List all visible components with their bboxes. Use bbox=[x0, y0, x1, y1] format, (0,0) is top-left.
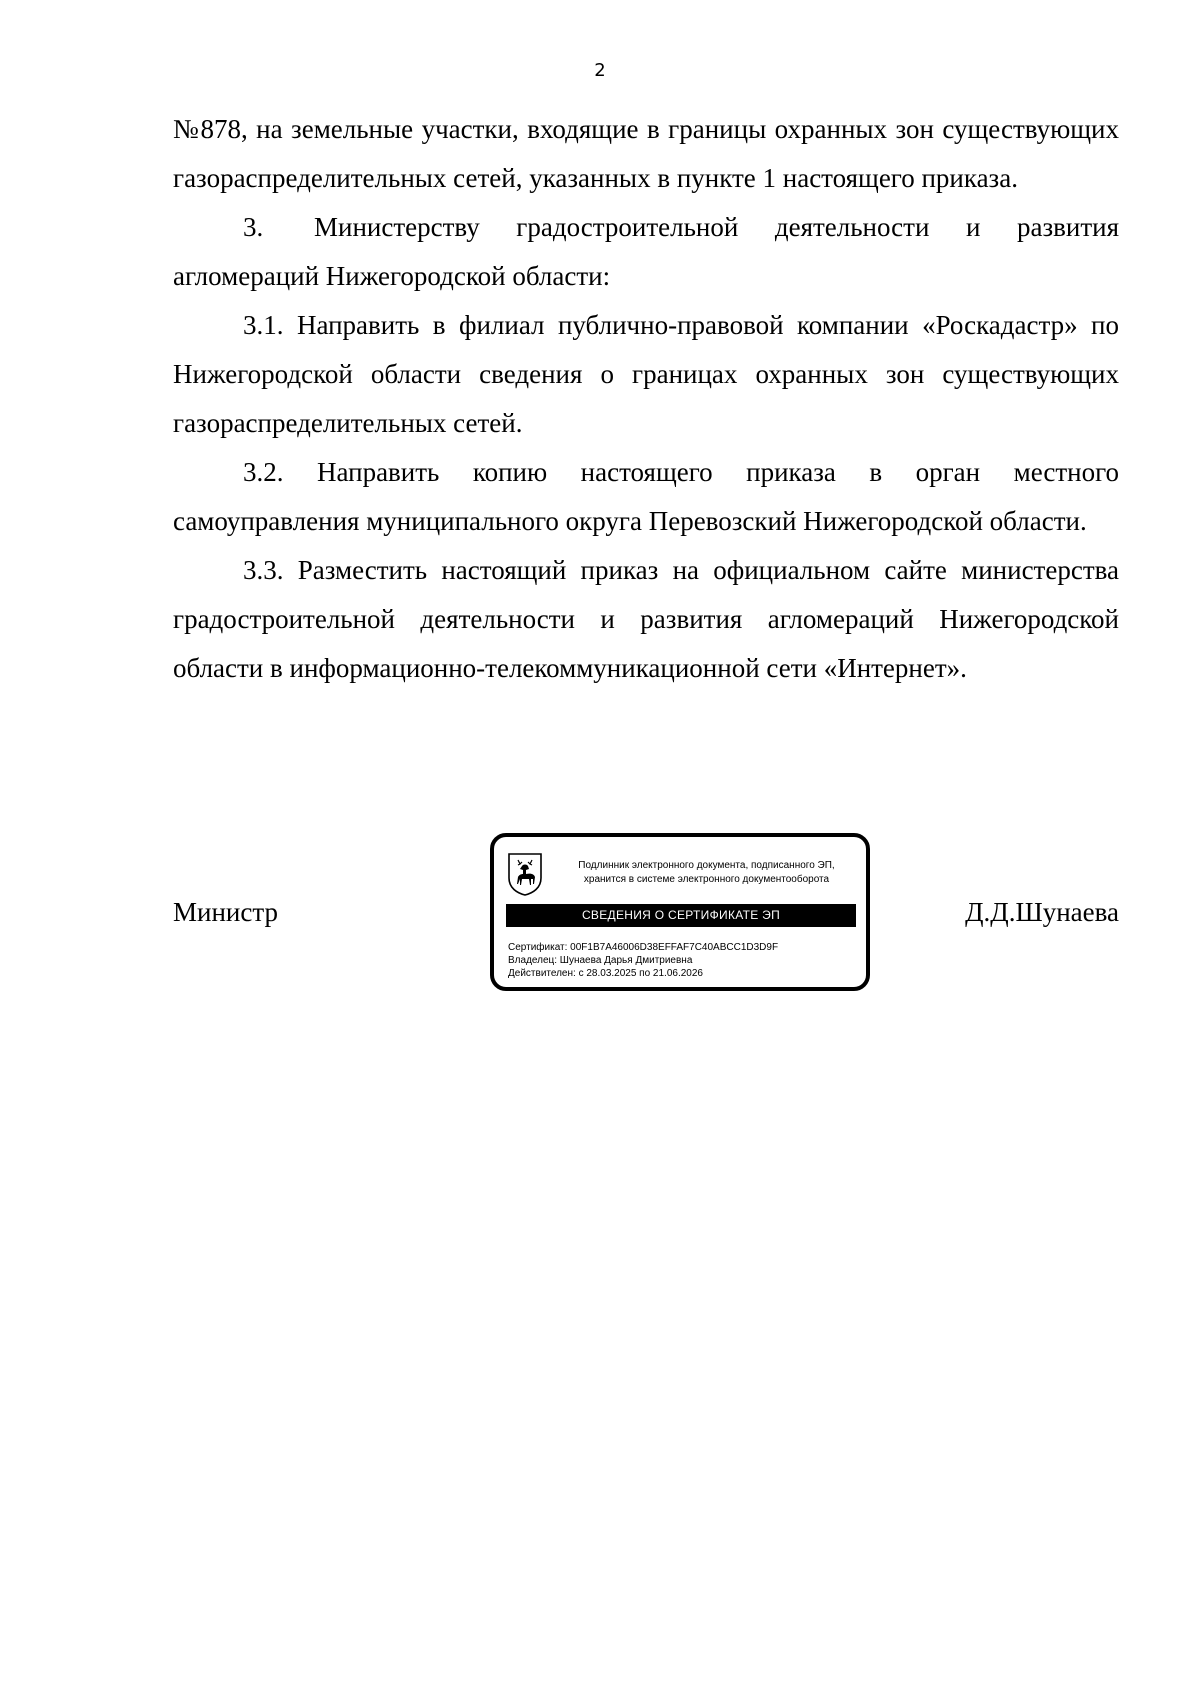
paragraph-continuation: №878, на земельные участки, входящие в границы охранных зон существующих газораспределительных сетей, указанных в пункте 1 настоящего приказа. bbox=[173, 114, 1119, 193]
signatory-name: Д.Д.Шунаева bbox=[965, 897, 1119, 927]
document-body bbox=[173, 105, 1119, 693]
paragraph-item-3-text: Министерству градостроительной деятельности и развития агломераций Нижегородской области: bbox=[173, 212, 1119, 291]
signatory-title: Министр bbox=[173, 897, 278, 927]
paragraph-item-3-1: 3.1. Направить в филиал публично-правовой компании «Роскадастр» по Нижегородской области сведения о границах охранных зон существующих газораспределительных сетей. bbox=[173, 310, 1119, 438]
paragraph-item-3-2: 3.2. Направить копию настоящего приказа в орган местного самоуправления муниципального округа Перевозский Нижегородской области. bbox=[173, 457, 1119, 536]
paragraph-item-3-3: 3.3. Разместить настоящий приказ на официальном сайте министерства градостроительной деятельности и развития агломераций Нижегородской области в информационно-телекоммуникационной сети «Интернет». bbox=[173, 555, 1119, 683]
certificate-details bbox=[508, 941, 858, 980]
page-number: 2 bbox=[594, 60, 606, 81]
stamp-header-line: Подлинник электронного документа, подписанного ЭП, bbox=[578, 860, 835, 871]
nizhny-novgorod-deer-emblem-icon bbox=[507, 852, 543, 896]
certificate-serial: Сертификат: 00F1B7A46006D38EFFAF7C40ABCC1D3D9F bbox=[508, 942, 779, 953]
electronic-signature-stamp bbox=[490, 833, 870, 991]
paragraph-item-3 bbox=[173, 203, 1119, 301]
stamp-header bbox=[554, 859, 859, 887]
certificate-owner: Владелец: Шунаева Дарья Дмитриевна bbox=[508, 955, 693, 966]
certificate-validity: Действителен: с 28.03.2025 по 21.06.2026 bbox=[508, 968, 703, 979]
stamp-header-line: хранится в системе электронного документооборота bbox=[583, 874, 830, 885]
item-number: 3. bbox=[243, 212, 264, 242]
certificate-info-bar: СВЕДЕНИЯ О СЕРТИФИКАТЕ ЭП bbox=[506, 904, 856, 927]
